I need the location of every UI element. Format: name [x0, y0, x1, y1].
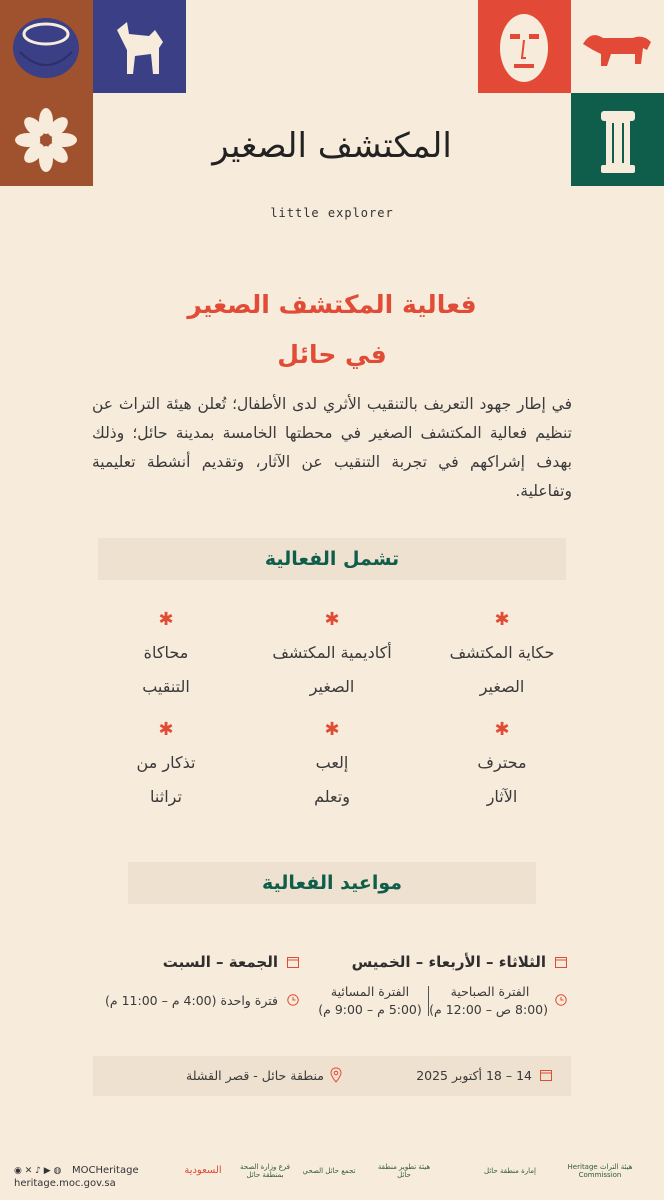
feature-item — [96, 720, 236, 814]
calendar-icon — [555, 956, 567, 968]
schedule-heading: مواعيد الفعالية — [128, 862, 536, 904]
lion-icon — [571, 0, 664, 93]
feature-line1: إلعب — [315, 753, 349, 772]
weekend-time: فترة واحدة (4:00 م – 11:00 م) — [105, 993, 278, 1008]
feature-line2: التنقيب — [142, 677, 190, 696]
morning-time: (8:00 ص – 12:00 م) — [429, 1002, 548, 1017]
partner-logo: هيئة تطوير منطقة حائل — [377, 1163, 431, 1179]
star-icon: ✱ — [494, 609, 510, 630]
brand-logo-english: little explorer — [270, 206, 394, 220]
tile-mask — [478, 0, 571, 93]
weekdays-label: الثلاثاء – الأربعاء – الخميس — [351, 953, 546, 971]
event-dates: 14 – 18 أكتوبر 2025 — [416, 1068, 532, 1083]
event-location: منطقة حائل - قصر القشلة — [186, 1068, 324, 1083]
feature-item — [432, 720, 572, 814]
weekend-label: الجمعة – السبت — [162, 953, 278, 971]
star-icon: ✱ — [158, 609, 174, 630]
feature-line2: الصغير — [479, 677, 525, 696]
star-icon: ✱ — [494, 719, 510, 740]
partner-logo: فرع وزارة الصحة بمنطقة حائل — [239, 1163, 290, 1179]
star-icon: ✱ — [158, 719, 174, 740]
camel-icon — [93, 0, 186, 93]
feature-line1: محاكاة — [143, 643, 189, 662]
feature-line1: تذكار من — [136, 753, 196, 772]
page-subtitle: في حائل — [277, 340, 387, 369]
feature-line1: محترف — [477, 753, 527, 772]
morning-label: الفترة الصباحية — [450, 984, 530, 999]
face-mask-icon — [478, 0, 571, 93]
tile-camel — [93, 0, 186, 93]
social-icons[interactable]: ◉ ✕ ♪ ▶ ◍ — [14, 1166, 62, 1176]
location-pin-icon — [330, 1067, 342, 1083]
feature-line2: الصغير — [309, 677, 355, 696]
feature-item — [262, 720, 402, 814]
feature-line1: أكاديمية المكتشف — [272, 643, 392, 662]
evening-time: (5:00 م – 9:00 م) — [318, 1002, 422, 1017]
calendar-icon — [287, 956, 299, 968]
star-icon: ✱ — [324, 719, 340, 740]
feature-line1: حكاية المكتشف — [449, 643, 555, 662]
calendar-icon — [540, 1069, 552, 1081]
feature-item — [96, 610, 236, 704]
partner-logo: تجمع حائل الصحي — [302, 1167, 356, 1175]
partner-logo: إمارة منطقة حائل — [484, 1167, 536, 1175]
social-handle[interactable]: MOCHeritage — [72, 1165, 139, 1176]
feature-item — [262, 610, 402, 704]
pot-icon — [0, 0, 93, 93]
feature-line2: وتعلم — [314, 787, 350, 806]
feature-item — [432, 610, 572, 704]
clock-icon — [555, 994, 567, 1006]
page-title: فعالية المكتشف الصغير — [187, 290, 477, 319]
feature-line2: تراثنا — [150, 787, 182, 806]
tile-pot — [0, 0, 93, 93]
partner-logo: هيئة التراث Heritage Commission — [567, 1163, 633, 1179]
features-heading: تشمل الفعالية — [98, 538, 566, 580]
star-icon: ✱ — [324, 609, 340, 630]
brand-logo-arabic: المكتشف الصغير — [212, 126, 452, 166]
evening-label: الفترة المسائية — [330, 984, 410, 999]
partner-logo: السعودية — [184, 1165, 222, 1176]
intro-paragraph: في إطار جهود التعريف بالتنقيب الأثري لدى الأطفال؛ تُعلن هيئة التراث عن تنظيم فعالية المكتشف الصغير في محطتها الخامسة بمدينة حائل؛ وذلك بهدف إشراكهم في تجربة التنقيب عن الآثار، وتقديم أنشطة تعليمية وتفاعلية. — [92, 395, 572, 500]
tile-lion — [571, 0, 664, 93]
divider — [428, 986, 429, 1016]
feature-line2: الآثار — [486, 787, 518, 806]
clock-icon — [287, 994, 299, 1006]
website-link[interactable]: heritage.moc.gov.sa — [14, 1178, 116, 1189]
